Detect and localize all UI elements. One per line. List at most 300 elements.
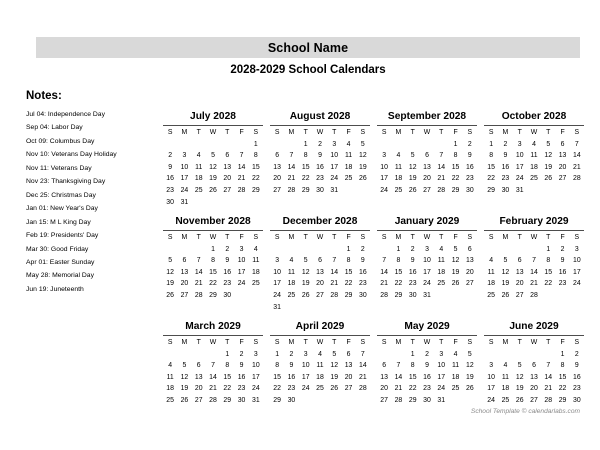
day-cell[interactable]: 4 xyxy=(532,140,536,148)
day-cell[interactable]: 29 xyxy=(252,186,260,194)
day-cell[interactable]: 24 xyxy=(437,385,446,393)
day-cell[interactable]: 17 xyxy=(180,175,189,183)
day-cell[interactable]: 12 xyxy=(330,362,339,370)
day-cell[interactable]: 8 xyxy=(489,152,494,160)
day-cell[interactable]: 14 xyxy=(437,163,446,171)
day-cell[interactable]: 24 xyxy=(301,385,310,393)
day-cell[interactable]: 10 xyxy=(573,257,581,265)
day-cell[interactable]: 18 xyxy=(530,163,538,171)
day-cell[interactable]: 7 xyxy=(211,362,215,370)
day-cell[interactable]: 15 xyxy=(487,163,495,171)
day-cell[interactable]: 12 xyxy=(301,268,310,276)
day-cell[interactable]: 13 xyxy=(180,268,189,276)
day-cell[interactable]: 13 xyxy=(223,163,232,171)
day-cell[interactable]: 11 xyxy=(166,373,174,381)
day-cell[interactable]: 1 xyxy=(303,140,308,148)
day-cell[interactable]: 2 xyxy=(239,350,244,358)
day-cell[interactable]: 15 xyxy=(544,268,553,276)
day-cell[interactable]: 20 xyxy=(466,268,474,276)
day-cell[interactable]: 28 xyxy=(394,396,403,404)
day-cell[interactable]: 14 xyxy=(573,152,581,160)
day-cell[interactable]: 28 xyxy=(359,385,367,393)
day-cell[interactable]: 8 xyxy=(453,152,458,160)
day-cell[interactable]: 6 xyxy=(517,257,522,265)
day-cell[interactable]: 21 xyxy=(437,175,446,183)
day-cell[interactable]: 9 xyxy=(410,257,415,265)
day-cell[interactable]: 26 xyxy=(515,396,524,404)
day-cell[interactable]: 5 xyxy=(332,350,337,358)
day-cell[interactable]: 27 xyxy=(273,186,281,194)
day-cell[interactable]: 22 xyxy=(301,175,310,183)
day-cell[interactable]: 3 xyxy=(489,362,494,370)
day-cell[interactable]: 25 xyxy=(394,186,403,194)
day-cell[interactable]: 27 xyxy=(344,385,353,393)
day-cell[interactable]: 12 xyxy=(408,163,417,171)
day-cell[interactable]: 17 xyxy=(487,385,495,393)
day-cell[interactable]: 6 xyxy=(182,257,187,265)
day-cell[interactable]: 20 xyxy=(344,373,353,381)
day-cell[interactable]: 20 xyxy=(223,175,232,183)
day-cell[interactable]: 14 xyxy=(330,268,339,276)
day-cell[interactable]: 12 xyxy=(359,152,367,160)
day-cell[interactable]: 4 xyxy=(318,350,322,358)
day-cell[interactable]: 5 xyxy=(303,257,308,265)
day-cell[interactable]: 5 xyxy=(182,362,187,370)
day-cell[interactable]: 28 xyxy=(237,186,246,194)
day-cell[interactable]: 1 xyxy=(211,245,215,253)
day-cell[interactable]: 7 xyxy=(546,362,551,370)
day-cell[interactable]: 9 xyxy=(574,362,579,370)
day-cell[interactable]: 20 xyxy=(316,280,324,288)
day-cell[interactable]: 12 xyxy=(166,268,174,276)
day-cell[interactable]: 20 xyxy=(194,385,203,393)
day-cell[interactable]: 31 xyxy=(180,198,189,206)
day-cell[interactable]: 18 xyxy=(166,385,174,393)
day-cell[interactable]: 16 xyxy=(466,163,474,171)
day-cell[interactable]: 4 xyxy=(289,257,294,265)
day-cell[interactable]: 3 xyxy=(253,350,258,358)
day-cell[interactable]: 11 xyxy=(487,268,495,276)
day-cell[interactable]: 26 xyxy=(330,385,339,393)
day-cell[interactable]: 4 xyxy=(253,245,258,253)
day-cell[interactable]: 11 xyxy=(530,152,538,160)
day-cell[interactable]: 26 xyxy=(466,385,474,393)
day-cell[interactable]: 1 xyxy=(253,140,258,148)
day-cell[interactable]: 22 xyxy=(451,175,460,183)
day-cell[interactable]: 23 xyxy=(223,280,232,288)
day-cell[interactable]: 2 xyxy=(503,140,508,148)
day-cell[interactable]: 8 xyxy=(346,257,351,265)
day-cell[interactable]: 19 xyxy=(359,163,367,171)
day-cell[interactable]: 6 xyxy=(225,152,230,160)
day-cell[interactable]: 25 xyxy=(166,396,174,404)
day-cell[interactable]: 7 xyxy=(239,152,244,160)
day-cell[interactable]: 16 xyxy=(558,268,567,276)
day-cell[interactable]: 11 xyxy=(344,152,353,160)
day-cell[interactable]: 22 xyxy=(273,385,281,393)
day-cell[interactable]: 29 xyxy=(487,186,495,194)
day-cell[interactable]: 13 xyxy=(316,268,324,276)
day-cell[interactable]: 6 xyxy=(425,152,429,160)
day-cell[interactable]: 29 xyxy=(273,396,281,404)
day-cell[interactable]: 16 xyxy=(423,373,431,381)
day-cell[interactable]: 7 xyxy=(532,257,536,265)
day-cell[interactable]: 27 xyxy=(466,280,474,288)
day-cell[interactable]: 5 xyxy=(467,350,472,358)
day-cell[interactable]: 4 xyxy=(489,257,494,265)
day-cell[interactable]: 20 xyxy=(423,175,431,183)
day-cell[interactable]: 31 xyxy=(273,303,281,311)
day-cell[interactable]: 1 xyxy=(410,350,415,358)
day-cell[interactable]: 28 xyxy=(330,291,339,299)
day-cell[interactable]: 9 xyxy=(239,362,244,370)
day-cell[interactable]: 8 xyxy=(546,257,551,265)
day-cell[interactable]: 24 xyxy=(573,280,581,288)
day-cell[interactable]: 16 xyxy=(501,163,510,171)
day-cell[interactable]: 15 xyxy=(252,163,260,171)
day-cell[interactable]: 10 xyxy=(515,152,524,160)
day-cell[interactable]: 27 xyxy=(316,291,324,299)
day-cell[interactable]: 6 xyxy=(382,362,387,370)
day-cell[interactable]: 29 xyxy=(209,291,217,299)
day-cell[interactable]: 2 xyxy=(425,350,429,358)
day-cell[interactable]: 30 xyxy=(359,291,367,299)
day-cell[interactable]: 21 xyxy=(380,280,388,288)
day-cell[interactable]: 21 xyxy=(530,280,538,288)
day-cell[interactable]: 17 xyxy=(237,268,246,276)
day-cell[interactable]: 20 xyxy=(558,163,567,171)
day-cell[interactable]: 21 xyxy=(544,385,553,393)
day-cell[interactable]: 21 xyxy=(359,373,367,381)
day-cell[interactable]: 16 xyxy=(287,373,296,381)
day-cell[interactable]: 22 xyxy=(344,280,353,288)
day-cell[interactable]: 31 xyxy=(252,396,260,404)
day-cell[interactable]: 2 xyxy=(225,245,230,253)
day-cell[interactable]: 8 xyxy=(560,362,565,370)
day-cell[interactable]: 1 xyxy=(546,245,551,253)
day-cell[interactable]: 27 xyxy=(194,396,203,404)
day-cell[interactable]: 27 xyxy=(180,291,189,299)
day-cell[interactable]: 25 xyxy=(501,396,510,404)
day-cell[interactable]: 23 xyxy=(573,385,581,393)
day-cell[interactable]: 19 xyxy=(451,268,460,276)
day-cell[interactable]: 7 xyxy=(196,257,201,265)
day-cell[interactable]: 9 xyxy=(467,152,472,160)
day-cell[interactable]: 18 xyxy=(451,373,460,381)
day-cell[interactable]: 5 xyxy=(410,152,415,160)
day-cell[interactable]: 6 xyxy=(467,245,472,253)
day-cell[interactable]: 20 xyxy=(515,280,524,288)
day-cell[interactable]: 21 xyxy=(194,280,203,288)
day-cell[interactable]: 14 xyxy=(237,163,246,171)
day-cell[interactable]: 3 xyxy=(439,350,444,358)
day-cell[interactable]: 10 xyxy=(423,257,431,265)
day-cell[interactable]: 19 xyxy=(544,163,553,171)
day-cell[interactable]: 6 xyxy=(346,350,351,358)
day-cell[interactable]: 29 xyxy=(558,396,567,404)
day-cell[interactable]: 19 xyxy=(166,280,174,288)
day-cell[interactable]: 1 xyxy=(396,245,401,253)
day-cell[interactable]: 15 xyxy=(223,373,232,381)
day-cell[interactable]: 5 xyxy=(360,140,365,148)
day-cell[interactable]: 10 xyxy=(237,257,246,265)
day-cell[interactable]: 13 xyxy=(344,362,353,370)
day-cell[interactable]: 28 xyxy=(209,396,217,404)
day-cell[interactable]: 10 xyxy=(180,163,189,171)
day-cell[interactable]: 30 xyxy=(237,396,246,404)
day-cell[interactable]: 12 xyxy=(515,373,524,381)
day-cell[interactable]: 18 xyxy=(437,268,446,276)
day-cell[interactable]: 26 xyxy=(408,186,417,194)
day-cell[interactable]: 13 xyxy=(515,268,524,276)
day-cell[interactable]: 26 xyxy=(501,291,510,299)
day-cell[interactable]: 13 xyxy=(194,373,203,381)
day-cell[interactable]: 8 xyxy=(275,362,280,370)
day-cell[interactable]: 10 xyxy=(330,152,339,160)
day-cell[interactable]: 9 xyxy=(425,362,429,370)
day-cell[interactable]: 23 xyxy=(466,175,474,183)
day-cell[interactable]: 15 xyxy=(451,163,460,171)
day-cell[interactable]: 27 xyxy=(380,396,388,404)
day-cell[interactable]: 8 xyxy=(410,362,415,370)
day-cell[interactable]: 25 xyxy=(252,280,260,288)
day-cell[interactable]: 10 xyxy=(487,373,495,381)
day-cell[interactable]: 24 xyxy=(237,280,246,288)
day-cell[interactable]: 1 xyxy=(453,140,458,148)
day-cell[interactable]: 22 xyxy=(209,280,217,288)
day-cell[interactable]: 5 xyxy=(517,362,522,370)
day-cell[interactable]: 15 xyxy=(394,268,403,276)
day-cell[interactable]: 30 xyxy=(423,396,431,404)
day-cell[interactable]: 11 xyxy=(195,163,203,171)
day-cell[interactable]: 2 xyxy=(560,245,565,253)
day-cell[interactable]: 3 xyxy=(574,245,579,253)
day-cell[interactable]: 18 xyxy=(501,385,510,393)
day-cell[interactable]: 17 xyxy=(573,268,581,276)
day-cell[interactable]: 21 xyxy=(330,280,339,288)
day-cell[interactable]: 10 xyxy=(437,362,446,370)
day-cell[interactable]: 11 xyxy=(394,163,402,171)
day-cell[interactable]: 18 xyxy=(287,280,296,288)
day-cell[interactable]: 18 xyxy=(394,175,403,183)
day-cell[interactable]: 28 xyxy=(544,396,553,404)
day-cell[interactable]: 24 xyxy=(252,385,260,393)
day-cell[interactable]: 14 xyxy=(544,373,553,381)
day-cell[interactable]: 30 xyxy=(316,186,324,194)
day-cell[interactable]: 25 xyxy=(194,186,203,194)
day-cell[interactable]: 16 xyxy=(166,175,174,183)
day-cell[interactable]: 27 xyxy=(530,396,538,404)
day-cell[interactable]: 20 xyxy=(180,280,189,288)
day-cell[interactable]: 15 xyxy=(209,268,217,276)
day-cell[interactable]: 8 xyxy=(396,257,401,265)
day-cell[interactable]: 22 xyxy=(408,385,417,393)
day-cell[interactable]: 4 xyxy=(396,152,401,160)
day-cell[interactable]: 19 xyxy=(209,175,217,183)
day-cell[interactable]: 26 xyxy=(166,291,174,299)
day-cell[interactable]: 19 xyxy=(515,385,524,393)
day-cell[interactable]: 2 xyxy=(467,140,472,148)
day-cell[interactable]: 6 xyxy=(560,140,565,148)
day-cell[interactable]: 25 xyxy=(344,175,353,183)
day-cell[interactable]: 23 xyxy=(423,385,431,393)
day-cell[interactable]: 7 xyxy=(289,152,294,160)
day-cell[interactable]: 5 xyxy=(168,257,173,265)
day-cell[interactable]: 14 xyxy=(359,362,367,370)
day-cell[interactable]: 1 xyxy=(275,350,280,358)
day-cell[interactable]: 2 xyxy=(168,152,173,160)
day-cell[interactable]: 16 xyxy=(223,268,232,276)
day-cell[interactable]: 28 xyxy=(194,291,203,299)
day-cell[interactable]: 9 xyxy=(168,163,173,171)
day-cell[interactable]: 16 xyxy=(237,373,246,381)
day-cell[interactable]: 27 xyxy=(223,186,232,194)
day-cell[interactable]: 15 xyxy=(558,373,567,381)
day-cell[interactable]: 23 xyxy=(287,385,296,393)
day-cell[interactable]: 5 xyxy=(546,140,551,148)
day-cell[interactable]: 4 xyxy=(346,140,351,148)
day-cell[interactable]: 2 xyxy=(360,245,365,253)
day-cell[interactable]: 1 xyxy=(225,350,230,358)
day-cell[interactable]: 29 xyxy=(301,186,310,194)
day-cell[interactable]: 8 xyxy=(225,362,230,370)
day-cell[interactable]: 17 xyxy=(437,373,446,381)
day-cell[interactable]: 29 xyxy=(394,291,403,299)
day-cell[interactable]: 27 xyxy=(515,291,524,299)
day-cell[interactable]: 7 xyxy=(439,152,444,160)
day-cell[interactable]: 12 xyxy=(501,268,510,276)
day-cell[interactable]: 30 xyxy=(287,396,296,404)
day-cell[interactable]: 25 xyxy=(451,385,460,393)
day-cell[interactable]: 26 xyxy=(180,396,189,404)
day-cell[interactable]: 26 xyxy=(451,280,460,288)
day-cell[interactable]: 24 xyxy=(273,291,281,299)
day-cell[interactable]: 10 xyxy=(380,163,388,171)
day-cell[interactable]: 21 xyxy=(287,175,296,183)
day-cell[interactable]: 19 xyxy=(180,385,189,393)
day-cell[interactable]: 9 xyxy=(560,257,565,265)
day-cell[interactable]: 9 xyxy=(360,257,365,265)
day-cell[interactable]: 17 xyxy=(380,175,388,183)
day-cell[interactable]: 7 xyxy=(332,257,337,265)
day-cell[interactable]: 22 xyxy=(252,175,260,183)
day-cell[interactable]: 27 xyxy=(423,186,431,194)
day-cell[interactable]: 28 xyxy=(437,186,446,194)
day-cell[interactable]: 7 xyxy=(574,140,579,148)
day-cell[interactable]: 20 xyxy=(273,175,281,183)
day-cell[interactable]: 24 xyxy=(330,175,339,183)
day-cell[interactable]: 16 xyxy=(359,268,367,276)
day-cell[interactable]: 5 xyxy=(453,245,458,253)
day-cell[interactable]: 30 xyxy=(466,186,474,194)
day-cell[interactable]: 5 xyxy=(211,152,215,160)
day-cell[interactable]: 23 xyxy=(408,280,417,288)
day-cell[interactable]: 14 xyxy=(380,268,388,276)
day-cell[interactable]: 27 xyxy=(558,175,567,183)
day-cell[interactable]: 3 xyxy=(239,245,244,253)
day-cell[interactable]: 19 xyxy=(501,280,510,288)
day-cell[interactable]: 13 xyxy=(380,373,388,381)
day-cell[interactable]: 16 xyxy=(408,268,417,276)
day-cell[interactable]: 23 xyxy=(558,280,567,288)
day-cell[interactable]: 17 xyxy=(252,373,260,381)
day-cell[interactable]: 21 xyxy=(209,385,217,393)
day-cell[interactable]: 6 xyxy=(532,362,536,370)
day-cell[interactable]: 3 xyxy=(275,257,280,265)
day-cell[interactable]: 2 xyxy=(289,350,294,358)
day-cell[interactable]: 20 xyxy=(380,385,388,393)
day-cell[interactable]: 21 xyxy=(237,175,246,183)
day-cell[interactable]: 23 xyxy=(501,175,510,183)
day-cell[interactable]: 19 xyxy=(408,175,417,183)
day-cell[interactable]: 7 xyxy=(382,257,387,265)
day-cell[interactable]: 29 xyxy=(408,396,417,404)
day-cell[interactable]: 20 xyxy=(530,385,538,393)
day-cell[interactable]: 11 xyxy=(501,373,509,381)
day-cell[interactable]: 28 xyxy=(530,291,538,299)
day-cell[interactable]: 14 xyxy=(194,268,203,276)
day-cell[interactable]: 22 xyxy=(558,385,567,393)
day-cell[interactable]: 11 xyxy=(252,257,260,265)
day-cell[interactable]: 9 xyxy=(503,152,508,160)
day-cell[interactable]: 14 xyxy=(287,163,296,171)
day-cell[interactable]: 7 xyxy=(396,362,401,370)
day-cell[interactable]: 16 xyxy=(573,373,581,381)
day-cell[interactable]: 12 xyxy=(466,362,474,370)
day-cell[interactable]: 25 xyxy=(287,291,296,299)
day-cell[interactable]: 16 xyxy=(316,163,324,171)
day-cell[interactable]: 30 xyxy=(223,291,232,299)
day-cell[interactable]: 1 xyxy=(346,245,351,253)
day-cell[interactable]: 4 xyxy=(453,350,458,358)
day-cell[interactable]: 21 xyxy=(394,385,403,393)
day-cell[interactable]: 4 xyxy=(196,152,201,160)
day-cell[interactable]: 18 xyxy=(252,268,260,276)
day-cell[interactable]: 17 xyxy=(273,280,281,288)
day-cell[interactable]: 8 xyxy=(303,152,308,160)
day-cell[interactable]: 15 xyxy=(408,373,417,381)
day-cell[interactable]: 12 xyxy=(180,373,189,381)
day-cell[interactable]: 2 xyxy=(318,140,322,148)
day-cell[interactable]: 12 xyxy=(544,152,553,160)
day-cell[interactable]: 3 xyxy=(517,140,522,148)
day-cell[interactable]: 10 xyxy=(301,362,310,370)
day-cell[interactable]: 11 xyxy=(437,257,445,265)
day-cell[interactable]: 19 xyxy=(466,373,474,381)
day-cell[interactable]: 22 xyxy=(394,280,403,288)
day-cell[interactable]: 30 xyxy=(408,291,417,299)
day-cell[interactable]: 25 xyxy=(487,291,495,299)
day-cell[interactable]: 15 xyxy=(273,373,281,381)
day-cell[interactable]: 26 xyxy=(544,175,553,183)
day-cell[interactable]: 4 xyxy=(168,362,173,370)
day-cell[interactable]: 26 xyxy=(209,186,217,194)
day-cell[interactable]: 10 xyxy=(252,362,260,370)
day-cell[interactable]: 17 xyxy=(301,373,310,381)
day-cell[interactable]: 6 xyxy=(196,362,201,370)
day-cell[interactable]: 11 xyxy=(316,362,324,370)
day-cell[interactable]: 6 xyxy=(275,152,280,160)
day-cell[interactable]: 24 xyxy=(423,280,431,288)
day-cell[interactable]: 30 xyxy=(501,186,510,194)
day-cell[interactable]: 13 xyxy=(558,152,567,160)
day-cell[interactable]: 5 xyxy=(503,257,508,265)
day-cell[interactable]: 22 xyxy=(487,175,495,183)
day-cell[interactable]: 31 xyxy=(330,186,339,194)
day-cell[interactable]: 25 xyxy=(530,175,538,183)
day-cell[interactable]: 2 xyxy=(574,350,579,358)
day-cell[interactable]: 2 xyxy=(410,245,415,253)
